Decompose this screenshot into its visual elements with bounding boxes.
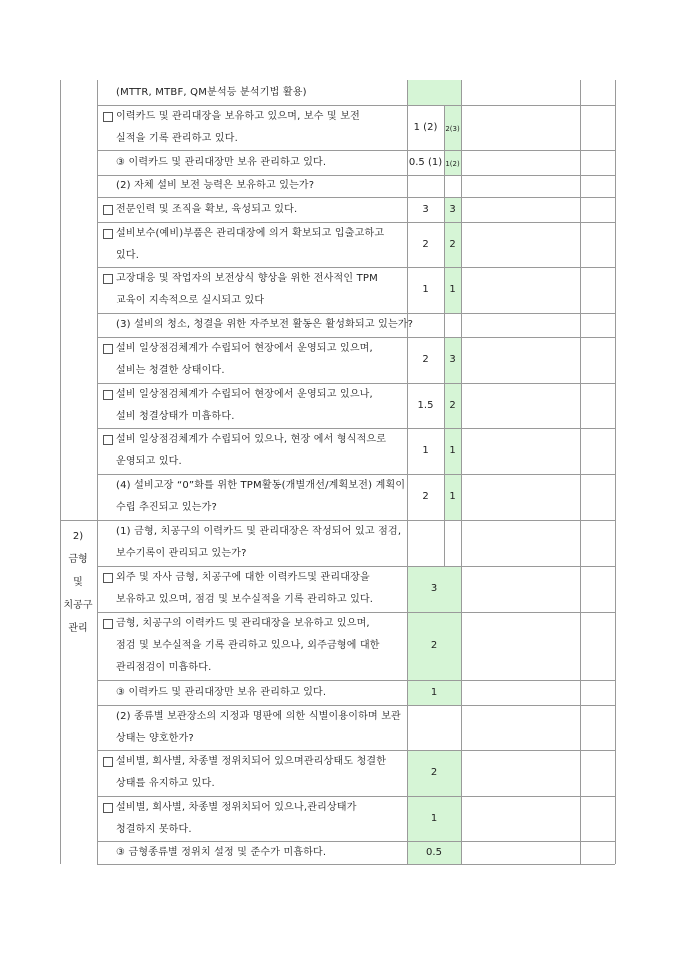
criteria-text: 설비별, 회사별, 차종별 정위치되어 있으나,관리상태가 [116,801,357,813]
criteria-checkbox[interactable] [103,573,113,583]
row-divider [97,566,615,567]
sub-score-value: 1(2) [445,159,460,168]
criteria-checkbox[interactable] [103,344,113,354]
criteria-checkbox[interactable] [103,390,113,400]
criteria-text: 보유하고 있으며, 점검 및 보수실적을 기록 관리하고 있다. [116,594,374,605]
criteria-checkbox[interactable] [103,619,113,629]
criteria-checkbox[interactable] [103,112,113,122]
sub-score-value: 2(3) [445,124,460,133]
criteria-text: 수립 추진되고 있는가? [116,502,218,513]
criteria-text: 이력카드 및 관리대장을 보유하고 있으며, 보수 및 보전 [116,110,360,122]
criteria-text: 설비 일상점검체계가 수립되어 현장에서 운영되고 있으나, [116,388,373,400]
criteria-text: 운영되고 있다. [116,456,182,467]
score-value: 1 (2) [413,121,438,133]
score-cell-bg [408,80,461,105]
row-divider [97,864,615,865]
row-divider [97,197,615,198]
score-value: 2 [430,767,438,778]
score-value: 1 [422,284,429,295]
criteria-text: 설비 청결상태가 미흡하다. [116,410,235,422]
row-divider [97,175,615,176]
criteria-text: 상태는 양호한가? [116,732,194,744]
criteria-text: 고장대응 및 작업자의 보전상식 향상을 위한 전사적인 TPM [116,273,378,284]
criteria-checkbox[interactable] [103,205,113,215]
criteria-text: (3) 설비의 청소, 청결을 위한 자주보전 활동은 활성화되고 있는가? [116,319,414,330]
score-value: 1 [430,686,438,698]
criteria-text: 보수기록이 관리되고 있는가? [116,548,247,559]
row-divider [60,520,615,521]
row-divider [97,383,615,384]
column-divider [615,80,616,864]
category-label: 및 [73,577,83,588]
criteria-text: 설비별, 회사별, 차종별 정위치되어 있으며관리상태도 청결한 [116,756,387,767]
score-value: 2 [422,491,429,502]
criteria-text: 금형, 치공구의 이력카드 및 관리대장을 보유하고 있으며, [116,618,370,629]
criteria-checkbox[interactable] [103,757,113,767]
criteria-text: 설비는 청결한 상태이다. [116,365,225,376]
row-divider [97,105,615,106]
score-value: 1 [422,445,429,456]
score-value: 3 [430,583,438,594]
criteria-checkbox[interactable] [103,229,113,239]
criteria-text: (MTTR, MTBF, QM분석등 분석기법 활용) [116,86,307,98]
criteria-text: 설비 일상점검체계가 수립되어 있으나, 현장 에서 형식적으로 [116,434,387,445]
criteria-checkbox[interactable] [103,435,113,445]
criteria-text: 설비 일상점검체계가 수립되어 현장에서 운영되고 있으며, [116,343,373,354]
row-divider [97,612,615,613]
row-divider [97,841,615,842]
criteria-text: (4) 설비고장 “0”화를 위한 TPM활동(개별개선/계획보전) 계획이 [116,480,406,491]
criteria-text: 관리점검이 미흡하다. [116,662,212,673]
sub-score-value: 1 [449,445,456,456]
sub-score-value: 2 [449,238,456,250]
sub-score-value: 3 [449,203,456,215]
score-value: 1 [430,812,438,824]
category-label: 관리 [68,623,88,634]
criteria-text: (1) 금형, 치공구의 이력카드 및 관리대장은 작성되어 있고 점검, [116,526,402,537]
sub-score-value: 1 [449,491,456,502]
category-label: 치공구 [63,600,93,611]
criteria-text: 교육이 지속적으로 실시되고 있다 [116,295,265,306]
row-divider [97,267,615,268]
score-value: 2 [422,354,429,365]
criteria-checkbox[interactable] [103,274,113,284]
row-divider [97,705,615,706]
section-divider [60,520,97,521]
criteria-checkbox[interactable] [103,803,113,813]
score-value: 1.5 [417,399,434,411]
criteria-text: 청결하지 못하다. [116,823,192,835]
row-divider [97,150,615,151]
row-divider [97,428,615,429]
score-value: 3 [422,203,429,215]
score-value: 0.5 [426,846,442,858]
criteria-text: 설비보수(예비)부품은 관리대장에 의거 확보되고 입출고하고 [116,227,385,239]
row-divider [97,680,615,681]
criteria-text: 상태를 유지하고 있다. [116,778,215,789]
column-divider [461,80,462,864]
criteria-text: (2) 자체 설비 보전 능력은 보유하고 있는가? [116,180,315,191]
criteria-text: 전문인력 및 조직을 확보, 육성되고 있다. [116,203,298,215]
criteria-text: 실적을 기록 관리하고 있다. [116,132,238,144]
criteria-text: (2) 종류별 보관장소의 지정과 명판에 의한 식별이용이하며 보관 [116,710,401,722]
sub-score-value: 2 [449,399,456,411]
score-value: 0.5 (1) [408,156,443,168]
score-value: 2 [430,640,438,651]
row-divider [97,474,615,475]
row-divider [97,337,615,338]
criteria-text: ③ 이력카드 및 관리대장만 보유 관리하고 있다. [116,156,327,168]
criteria-text: 점검 및 보수실적을 기록 관리하고 있으나, 외주금형에 대한 [116,640,380,651]
category-label: 2) [72,531,84,542]
sub-score-value: 1 [449,284,456,295]
criteria-text: ③ 이력카드 및 관리대장만 보유 관리하고 있다. [116,686,327,698]
criteria-text: ③ 금형종류별 정위치 설정 및 준수가 미흡하다. [116,846,327,858]
criteria-text: 있다. [116,249,140,261]
row-divider [97,222,615,223]
row-divider [97,796,615,797]
sub-score-value: 3 [449,354,456,365]
column-divider [407,80,408,864]
category-label: 금형 [68,554,88,565]
row-divider [97,313,615,314]
row-divider [97,750,615,751]
column-divider [97,80,98,864]
score-value: 2 [422,238,429,250]
criteria-text: 외주 및 자사 금형, 치공구에 대한 이력카드및 관리대장을 [116,572,370,583]
column-divider [60,80,61,864]
column-divider [580,80,581,864]
